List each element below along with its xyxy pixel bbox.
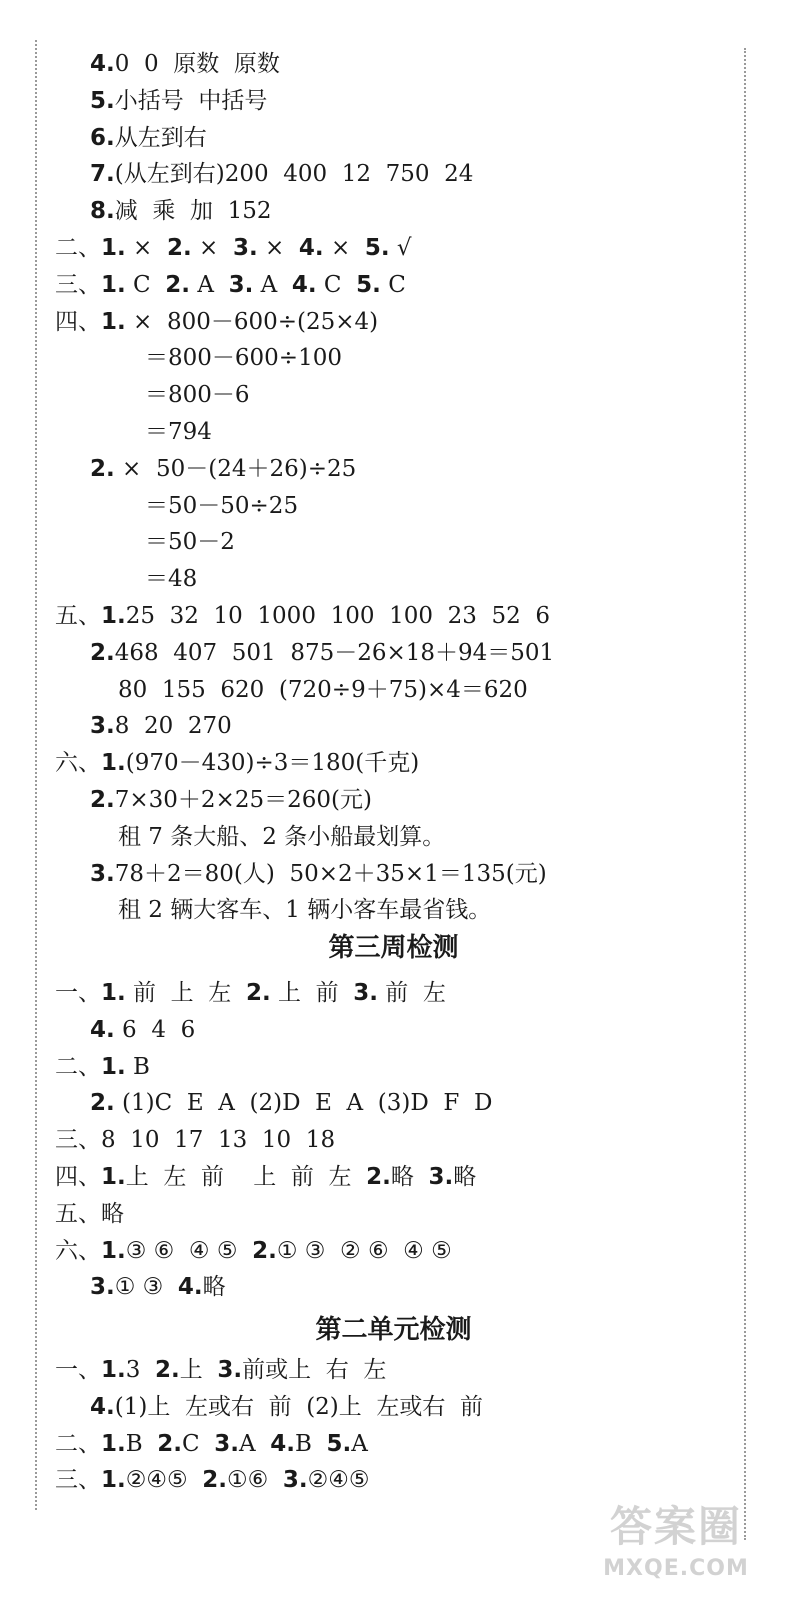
answer-text: ①⑥ bbox=[226, 1467, 283, 1494]
section-marker: 二、 bbox=[55, 1430, 101, 1457]
answer-text: 租 7 条大船、2 条小船最划算。 bbox=[118, 823, 446, 850]
answer-line bbox=[90, 451, 356, 487]
item-number: 1. bbox=[101, 750, 126, 777]
item-number: 3. bbox=[217, 1357, 243, 1383]
answer-text: C bbox=[316, 271, 357, 298]
answer-text: 小括号 中括号 bbox=[114, 87, 268, 114]
answer-text: 从左到右 bbox=[114, 124, 207, 151]
section-marker: 五、 bbox=[55, 1200, 101, 1227]
item-number: 1. bbox=[101, 1430, 126, 1457]
answer-line bbox=[55, 1426, 368, 1462]
answer-line bbox=[55, 1159, 476, 1195]
answer-text: 上 前 bbox=[270, 980, 354, 1006]
answer-text: × 800－600÷(25×4) bbox=[125, 308, 379, 335]
answer-text: A bbox=[351, 1430, 368, 1457]
answer-line bbox=[55, 1049, 150, 1085]
item-number: 1. bbox=[101, 1237, 126, 1264]
answer-line bbox=[145, 377, 250, 413]
item-number: 3. bbox=[282, 1467, 308, 1494]
answer-line bbox=[55, 598, 550, 634]
item-number: 3. bbox=[90, 1274, 115, 1301]
answer-line bbox=[55, 1122, 335, 1158]
answer-text: 8 20 270 bbox=[114, 713, 232, 740]
answer-line bbox=[55, 975, 446, 1011]
item-number: 4. bbox=[298, 235, 324, 261]
item-number: 3. bbox=[90, 860, 115, 887]
section-marker: 四、 bbox=[55, 1164, 101, 1190]
item-number: 2. bbox=[157, 1430, 183, 1457]
answer-text: 468 407 501 875－26×18＋94＝501 bbox=[114, 639, 555, 666]
section-marker: 二、 bbox=[55, 235, 101, 261]
answer-text: C bbox=[380, 271, 406, 298]
answer-line bbox=[55, 1196, 124, 1232]
item-number: 2. bbox=[90, 455, 115, 482]
answer-text: C bbox=[182, 1430, 215, 1457]
answer-text: ＝794 bbox=[145, 419, 212, 445]
answer-text: 略 bbox=[202, 1274, 226, 1301]
answer-text: A bbox=[239, 1430, 271, 1457]
answer-line bbox=[55, 230, 412, 266]
item-number: 4. bbox=[291, 271, 317, 298]
item-number: 1. bbox=[101, 980, 126, 1006]
answer-text: 略 bbox=[453, 1164, 477, 1190]
item-number: 2. bbox=[90, 787, 115, 813]
answer-line bbox=[90, 46, 280, 82]
section-marker: 一、 bbox=[55, 980, 101, 1006]
answer-text: ① ③ ② ⑥ ④ ⑤ bbox=[276, 1237, 452, 1264]
item-number: 1. bbox=[101, 1467, 126, 1494]
item-number: 5. bbox=[356, 271, 381, 298]
answer-line bbox=[55, 1233, 452, 1269]
section-marker: 五、 bbox=[55, 603, 101, 629]
answer-line bbox=[90, 1389, 483, 1425]
section-marker: 六、 bbox=[55, 750, 101, 777]
answer-text: × bbox=[257, 235, 299, 261]
answer-text: ②④⑤ bbox=[125, 1467, 203, 1494]
item-number: 5. bbox=[90, 87, 115, 114]
item-number: 2. bbox=[252, 1237, 277, 1264]
answer-text: 8 10 17 13 10 18 bbox=[101, 1127, 336, 1154]
item-number: 1. bbox=[101, 308, 126, 335]
item-number: 8. bbox=[90, 198, 115, 225]
answer-line bbox=[55, 745, 419, 781]
answer-text: ＝800－6 bbox=[145, 382, 250, 409]
answer-line bbox=[55, 267, 406, 303]
answer-text: ＝50－50÷25 bbox=[145, 492, 299, 519]
item-number: 4. bbox=[177, 1274, 203, 1301]
answer-text: 25 32 10 1000 100 100 23 52 6 bbox=[125, 603, 551, 629]
answer-line bbox=[118, 672, 528, 708]
item-number: 2. bbox=[366, 1164, 391, 1190]
answer-text: ＝800－600÷100 bbox=[145, 345, 342, 372]
answer-line bbox=[145, 524, 235, 560]
section-heading-unit2: 第二单元检测 bbox=[315, 1315, 472, 1345]
answer-line bbox=[90, 856, 547, 892]
answer-text: 略 bbox=[390, 1164, 429, 1190]
item-number: 2. bbox=[202, 1467, 227, 1494]
answer-line bbox=[90, 83, 267, 119]
answer-text: 7×30＋2×25＝260(元) bbox=[114, 787, 372, 813]
answer-text: (1)C E A (2)D E A (3)D F D bbox=[114, 1090, 493, 1117]
section-heading-week3: 第三周检测 bbox=[328, 933, 459, 963]
answer-line bbox=[145, 340, 342, 376]
answer-text: A bbox=[190, 271, 229, 298]
item-number: 3. bbox=[214, 1430, 240, 1457]
answer-line bbox=[90, 1012, 195, 1048]
answer-line bbox=[90, 782, 372, 818]
item-number: 2. bbox=[245, 980, 271, 1006]
answer-text: ②④⑤ bbox=[307, 1467, 370, 1494]
section-marker: 四、 bbox=[55, 308, 101, 335]
answer-text: ① ③ bbox=[114, 1274, 178, 1301]
answer-text: × bbox=[191, 235, 233, 261]
answer-text: 减 乘 加 152 bbox=[114, 198, 272, 225]
item-number: 4. bbox=[270, 1430, 295, 1457]
answer-text: ＝50－2 bbox=[145, 529, 235, 556]
item-number: 6. bbox=[90, 124, 115, 151]
watermark-logo: 答案圈 MXQE.COM bbox=[603, 1502, 749, 1581]
item-number: 1. bbox=[101, 271, 126, 298]
answer-text: 上 左 前 上 前 左 bbox=[125, 1164, 367, 1190]
item-number: 1. bbox=[101, 1053, 126, 1080]
answer-text: 3 bbox=[125, 1357, 156, 1383]
item-number: 3. bbox=[428, 1164, 454, 1190]
answer-text: (970－430)÷3＝180(千克) bbox=[125, 750, 420, 777]
answer-text: (1)上 左或右 前 (2)上 左或右 前 bbox=[114, 1393, 484, 1420]
item-number: 4. bbox=[90, 1393, 115, 1420]
answer-text: × 50－(24＋26)÷25 bbox=[114, 455, 357, 482]
item-number: 1. bbox=[101, 603, 126, 629]
answer-line bbox=[55, 1352, 386, 1388]
section-marker: 六、 bbox=[55, 1237, 101, 1264]
answer-line bbox=[145, 488, 298, 524]
item-number: 3. bbox=[228, 271, 254, 298]
item-number: 2. bbox=[90, 639, 115, 666]
item-number: 3. bbox=[232, 235, 258, 261]
item-number: 4. bbox=[90, 51, 115, 77]
answer-line bbox=[90, 1269, 226, 1305]
answer-text: A bbox=[253, 271, 292, 298]
answer-line bbox=[145, 414, 212, 450]
answer-text: 上 bbox=[179, 1357, 218, 1383]
answer-text: 租 2 辆大客车、1 辆小客车最省钱。 bbox=[118, 897, 492, 924]
item-number: 2. bbox=[90, 1090, 115, 1117]
answer-text: 前或上 右 左 bbox=[242, 1357, 387, 1383]
answer-text: 78＋2＝80(人) 50×2＋35×1＝135(元) bbox=[114, 860, 547, 887]
item-number: 1. bbox=[101, 235, 126, 261]
answer-line bbox=[90, 708, 232, 744]
answer-text: 80 155 620 (720÷9＋75)×4＝620 bbox=[118, 676, 528, 703]
answer-line bbox=[90, 156, 473, 192]
section-marker: 三、 bbox=[55, 271, 101, 298]
item-number: 3. bbox=[353, 980, 378, 1006]
answer-text: B bbox=[125, 1053, 150, 1080]
item-number: 7. bbox=[90, 161, 115, 188]
answer-text: 0 0 原数 原数 bbox=[114, 51, 280, 77]
answer-line bbox=[55, 1462, 369, 1498]
item-number: 5. bbox=[326, 1430, 352, 1457]
answer-text: × bbox=[125, 235, 167, 261]
answer-line bbox=[55, 304, 378, 340]
answer-text: 6 4 6 bbox=[114, 1016, 196, 1043]
answer-text: C bbox=[125, 271, 166, 298]
answer-text: B bbox=[125, 1430, 158, 1457]
answer-text: (从左到右)200 400 12 750 24 bbox=[114, 161, 474, 188]
item-number: 4. bbox=[90, 1016, 115, 1043]
answer-line bbox=[145, 561, 197, 597]
answer-text: × bbox=[323, 235, 365, 261]
item-number: 5. bbox=[364, 235, 390, 261]
answer-text: B bbox=[295, 1430, 327, 1457]
answer-line bbox=[90, 635, 554, 671]
answer-line bbox=[118, 819, 445, 855]
item-number: 1. bbox=[101, 1164, 126, 1190]
section-marker: 三、 bbox=[55, 1127, 101, 1154]
answer-line bbox=[90, 1085, 492, 1121]
answer-text: 前 左 bbox=[378, 980, 446, 1006]
item-number: 2. bbox=[165, 271, 191, 298]
left-dotted-guide bbox=[35, 40, 37, 1510]
answer-text: √ bbox=[389, 235, 412, 261]
answer-text: 前 上 左 bbox=[125, 980, 246, 1006]
answer-text: ＝48 bbox=[145, 566, 198, 593]
answer-text: 略 bbox=[101, 1200, 124, 1227]
answer-line bbox=[90, 120, 207, 156]
section-marker: 一、 bbox=[55, 1357, 101, 1383]
item-number: 2. bbox=[155, 1357, 180, 1383]
item-number: 1. bbox=[101, 1357, 126, 1383]
item-number: 3. bbox=[90, 713, 115, 740]
answer-line bbox=[90, 193, 272, 229]
section-marker: 三、 bbox=[55, 1467, 101, 1494]
answer-line bbox=[118, 892, 491, 928]
answer-text: ③ ⑥ ④ ⑤ bbox=[125, 1237, 253, 1264]
section-marker: 二、 bbox=[55, 1053, 101, 1080]
item-number: 2. bbox=[166, 235, 192, 261]
